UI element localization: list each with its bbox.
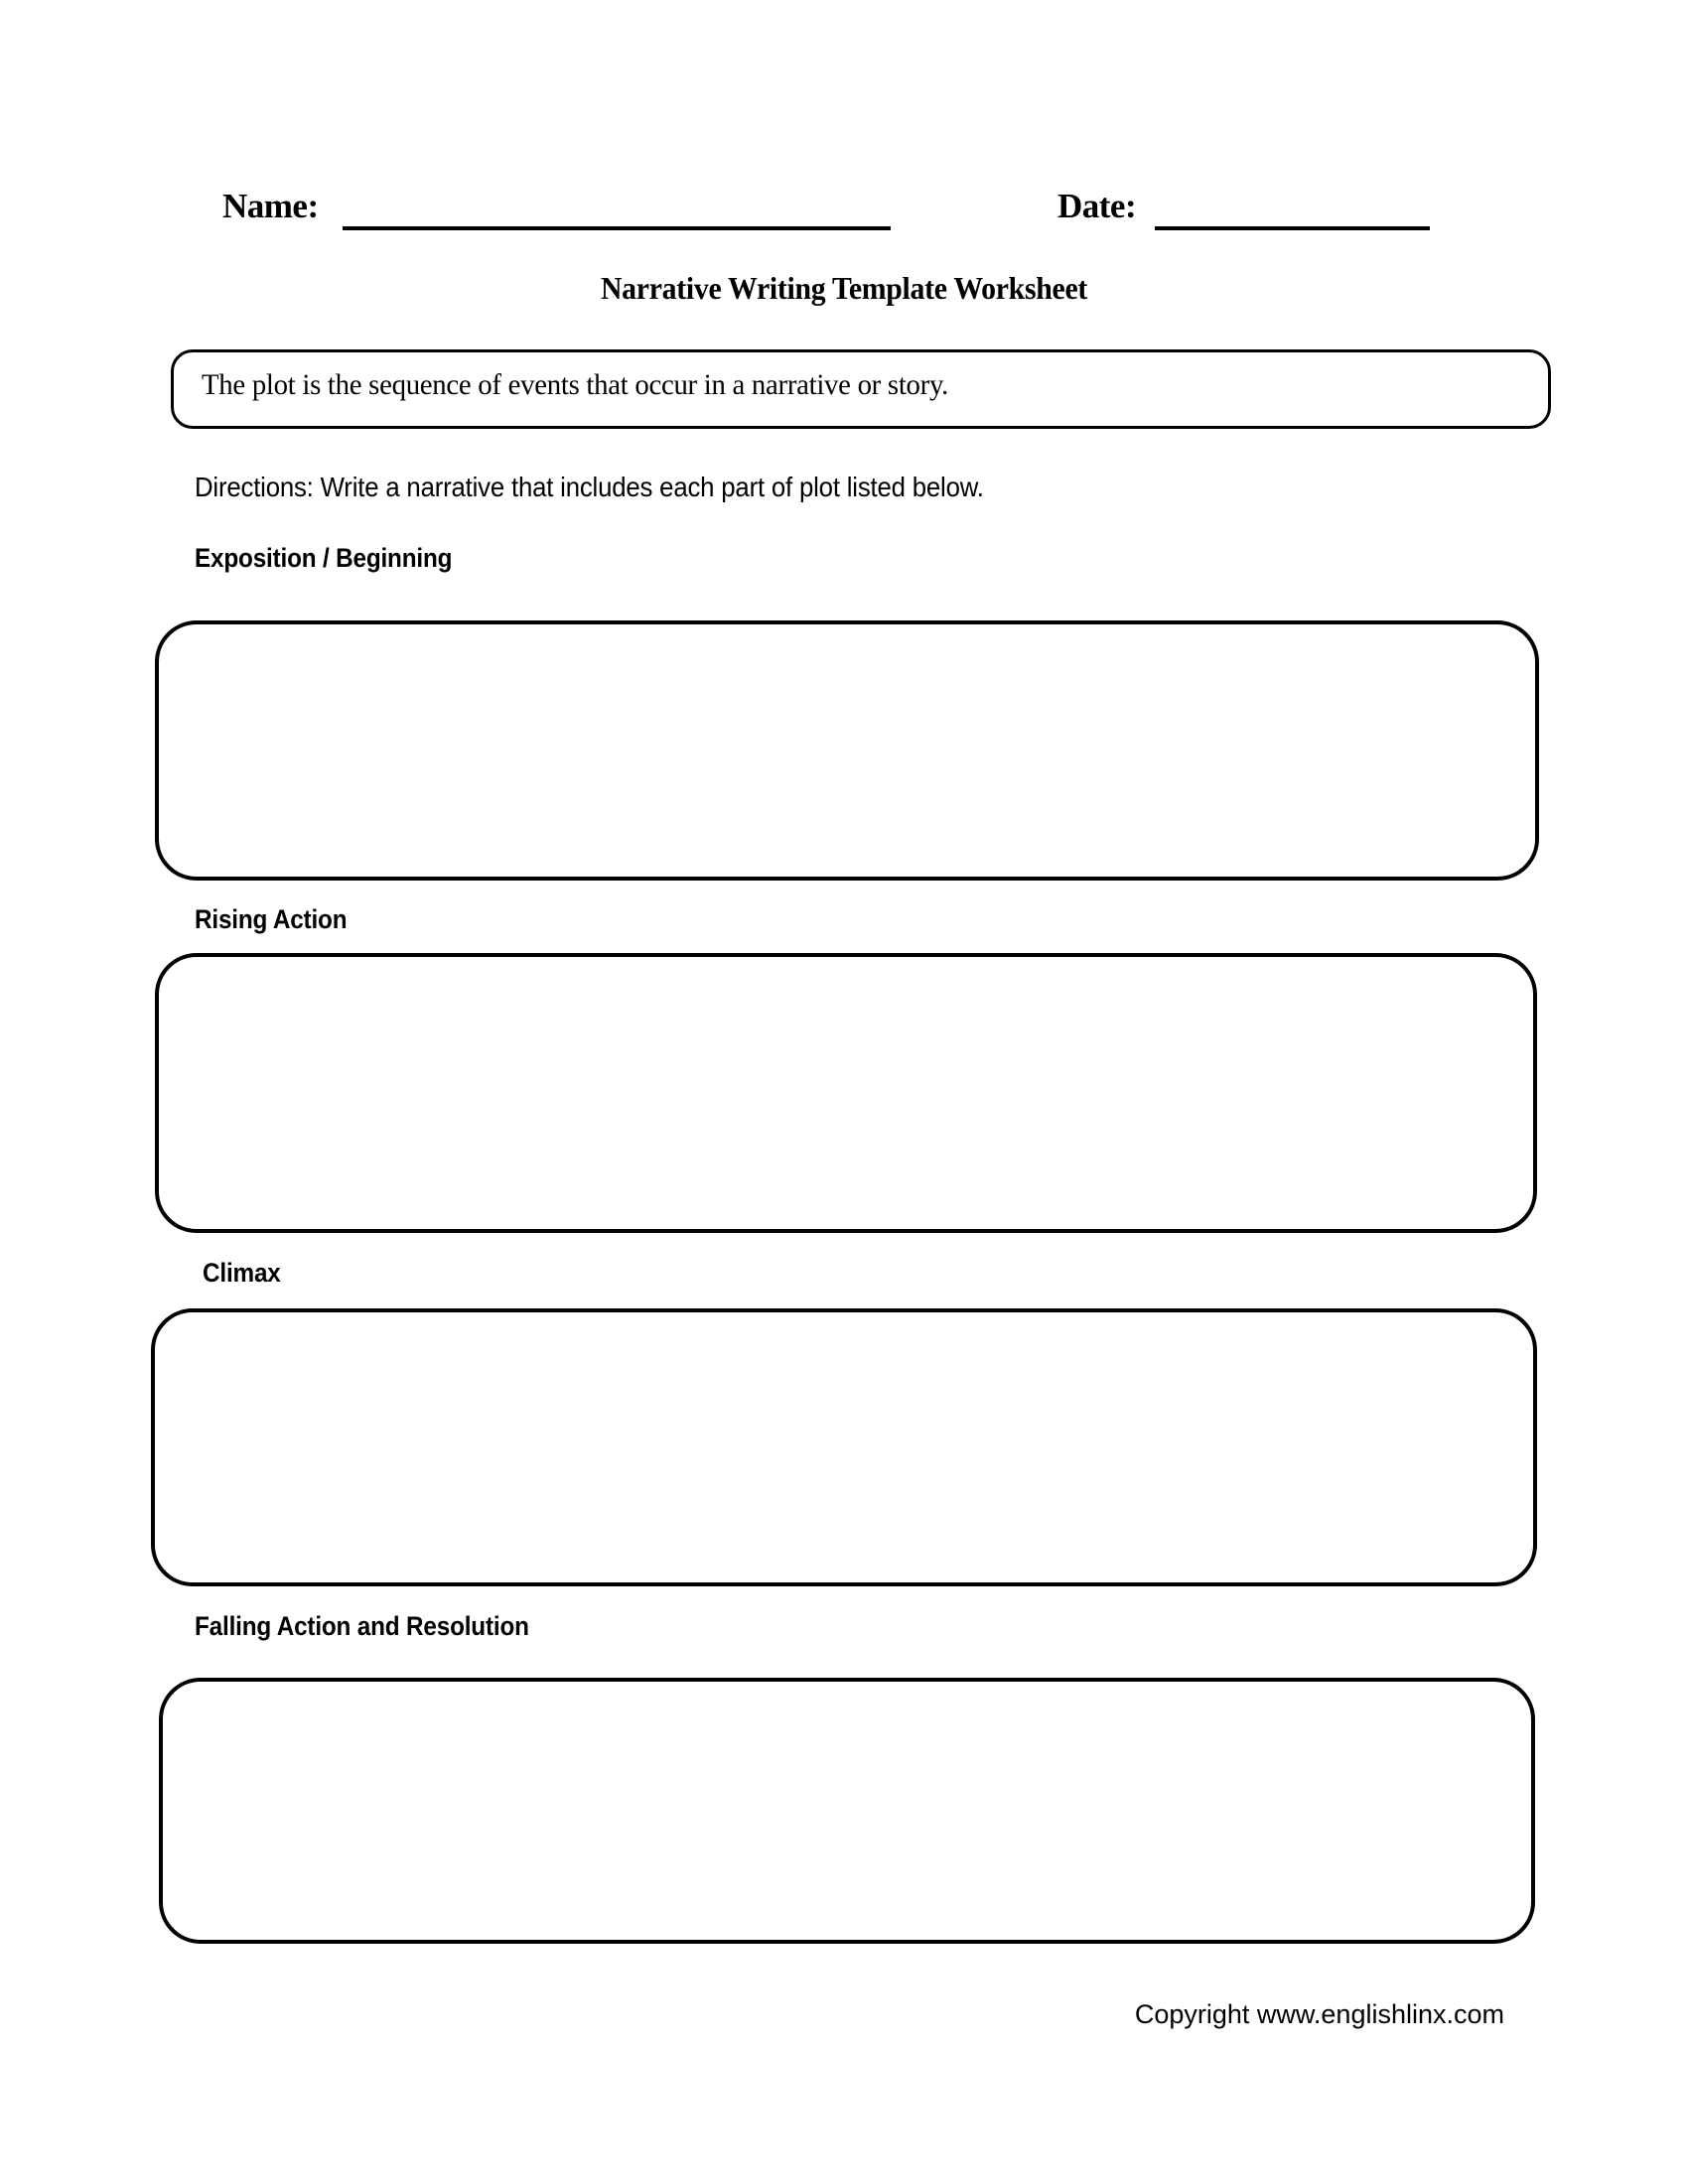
name-input-line[interactable]	[343, 226, 891, 230]
section-label-falling-action: Falling Action and Resolution	[195, 1611, 529, 1641]
worksheet-header	[0, 187, 1688, 238]
definition-text: The plot is the sequence of events that occur in a narrative or story.	[202, 368, 949, 401]
section-label-climax: Climax	[203, 1258, 281, 1288]
directions-text: Directions: Write a narrative that includes each part of plot listed below.	[195, 472, 984, 502]
date-label: Date:	[1057, 187, 1137, 225]
page-title: Narrative Writing Template Worksheet	[600, 270, 1088, 306]
date-input-line[interactable]	[1155, 226, 1430, 230]
section-label-exposition: Exposition / Beginning	[195, 543, 453, 573]
answer-box-exposition[interactable]	[155, 620, 1539, 881]
definition-box	[171, 349, 1551, 429]
answer-box-climax[interactable]	[151, 1308, 1537, 1586]
answer-box-rising-action[interactable]	[155, 953, 1537, 1233]
answer-box-falling-action[interactable]	[159, 1678, 1535, 1944]
section-label-rising-action: Rising Action	[195, 904, 348, 934]
copyright-notice: Copyright www.englishlinx.com	[1134, 1999, 1504, 2029]
name-label: Name:	[222, 187, 319, 225]
